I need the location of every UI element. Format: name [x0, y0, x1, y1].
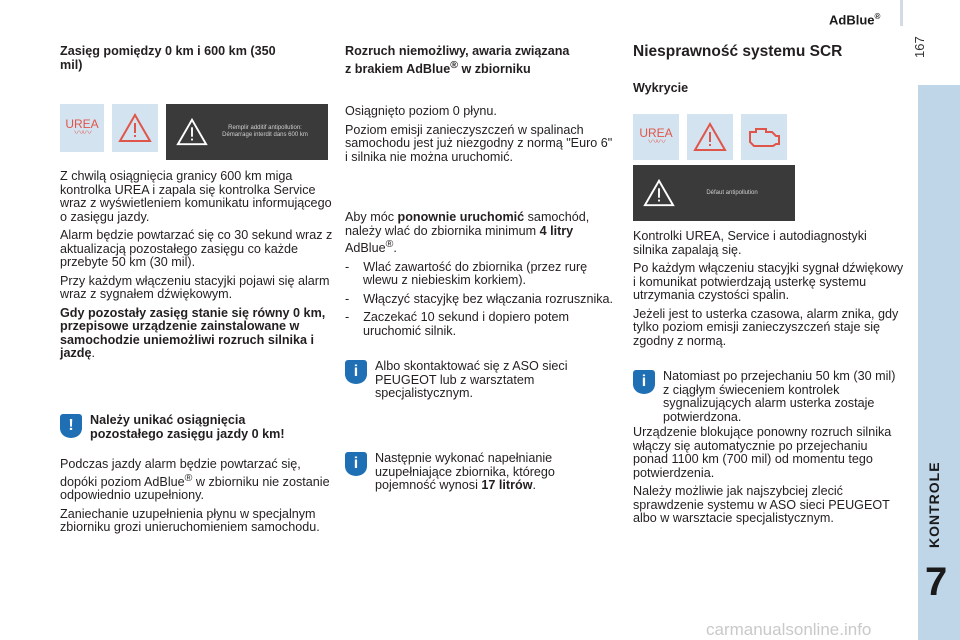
col2-body	[345, 105, 615, 169]
urea-warning-icon: UREA 〰〰	[60, 104, 104, 152]
col3-subheading: Wykrycie	[633, 81, 689, 95]
col3-body-lower	[633, 426, 905, 531]
info-icon: i	[345, 360, 367, 384]
col3-note-text: Natomiast po przejechaniu 50 km (30 mil) z ciągłym świeceniem kontrolek sygnalizujących alarm usterka zostaje potwierdzona.	[663, 369, 896, 424]
display-message-text: Défaut antipollution	[706, 189, 758, 196]
col1-body-lower	[60, 458, 336, 540]
col1-heading: Zasięg pomiędzy 0 km i 600 km (350 mil)	[60, 44, 276, 72]
col3-heading: Niesprawność systemu SCR	[633, 43, 843, 60]
col2-note-text: Albo skontaktować się z ASO sieci PEUGEOT lub z warsztatem specjalistycznym.	[375, 359, 568, 400]
section-label: KONTROLE	[926, 461, 942, 548]
display-message-text: Remplir additif antipollution: Démarrage interdit dans 600 km	[222, 125, 308, 138]
display-message	[166, 104, 328, 160]
header-rule	[900, 0, 903, 26]
column-middle	[345, 45, 615, 76]
col3-paragraph: Jeżeli jest to usterka czasowa, alarm znika, gdy tylko poziom emisji zanieczyszczeń staje się zgodny z normą.	[633, 306, 899, 348]
service-warning-icon	[687, 114, 733, 160]
col1-warning-lights	[60, 104, 328, 160]
col3-paragraph: Kontrolki UREA, Service i autodiagnostyki silnika zapalają się.	[633, 229, 867, 257]
col2-instructions	[345, 211, 617, 343]
col1-paragraph: Przy każdym włączeniu stacyjki pojawi się alarm wraz z sygnałem dźwiękowym.	[60, 273, 330, 301]
col3-paragraph: Urządzenie blokujące ponowny rozruch silnika włączy się automatycznie po przejechaniu ponad 1100 km (700 mil) od momentu tego potwierdzenia.	[633, 425, 892, 480]
col2-paragraph: Osiągnięto poziom 0 płynu.	[345, 104, 497, 118]
col2-paragraph: Poziom emisji zanieczyszczeń w spalinach samochodu jest już niezgodny z normą "Euro 6" i silnika nie można uruchomić.	[345, 122, 613, 164]
display-warning-icon	[176, 117, 208, 147]
col2-paragraph: Aby móc ponownie uruchomić samochód, należy wlać do zbiornika minimum 4 litry AdBlue®.	[345, 210, 590, 256]
col2-info-note-2	[345, 452, 615, 493]
col2-step: - Włączyć stacyjkę bez włączania rozrusznika.	[345, 291, 614, 306]
col2-note-text: Następnie wykonać napełnianie uzupełniające zbiornika, którego pojemność wynosi 17 litrów.	[375, 451, 555, 492]
column-left	[60, 45, 330, 72]
col1-warning-note	[60, 414, 330, 441]
col1-paragraph: Zaniechanie uzupełnienia płynu w specjalnym zbiorniku grozi unieruchomieniem samochodu.	[60, 506, 320, 535]
service-warning-icon	[112, 104, 158, 152]
chapter-sidebar	[918, 85, 960, 640]
info-icon: i	[633, 370, 655, 394]
display-warning-icon	[643, 178, 675, 208]
col3-info-note	[633, 370, 905, 424]
info-icon: i	[345, 452, 367, 476]
col1-paragraph: Z chwilą osiągnięcia granicy 600 km miga kontrolka UREA i zapala się kontrolka Service wraz z wyświetleniem komunikatu informującego o zasięgu jazdy.	[60, 169, 332, 224]
col1-paragraph: Alarm będzie powtarzać się co 30 sekund wraz z aktualizacją pozostałego zasięgu co każde przebyte 50 km (30 mil).	[60, 228, 333, 269]
col3-paragraph: Po każdym włączeniu stacyjki sygnał dźwiękowy i komunikat potwierdzają usterkę systemu utrzymania czystości spalin.	[633, 261, 904, 302]
col1-body	[60, 170, 336, 366]
col3-paragraph: Należy możliwie jak najszybciej zlecić sprawdzenie systemu w ASO sieci PEUGEOT albo w warsztacie specjalistycznym.	[633, 484, 890, 525]
col1-bold-paragraph: Gdy pozostały zasięg stanie się równy 0 km, przepisowe urządzenie zainstalowane w samochodzie uniemożliwi rozruch silnika i jazdę.	[60, 305, 326, 360]
col2-step: - Wlać zawartość do zbiornika (przez rurę wlewu z niebieskim korkiem).	[345, 259, 588, 288]
col2-heading: Rozruch niemożliwy, awaria związana z brakiem AdBlue® w zbiorniku	[345, 44, 570, 76]
col3-warning-lights	[633, 114, 787, 160]
chapter-number: 7	[925, 560, 948, 604]
page-number: 167	[912, 36, 927, 58]
engine-diagnostic-icon	[741, 114, 787, 160]
exclamation-icon: !	[60, 414, 82, 438]
watermark: carmanualsonline.info	[706, 620, 872, 639]
col3-display-message	[633, 165, 795, 221]
urea-warning-icon: UREA 〰〰	[633, 114, 679, 160]
col2-info-note-1	[345, 360, 615, 401]
col1-note-title: Należy unikać osiągnięcia pozostałego zasięgu jazdy 0 km!	[90, 413, 285, 441]
col1-paragraph: Podczas jazdy alarm będzie powtarzać się, dopóki poziom AdBlue® w zbiorniku nie zostanie odpowiednio uzupełniony.	[60, 457, 330, 503]
col3-body	[633, 230, 905, 353]
page-header-title: AdBlue®	[829, 12, 881, 28]
col2-step: - Zaczekać 10 sekund i dopiero potem uruchomić silnik.	[345, 310, 570, 338]
